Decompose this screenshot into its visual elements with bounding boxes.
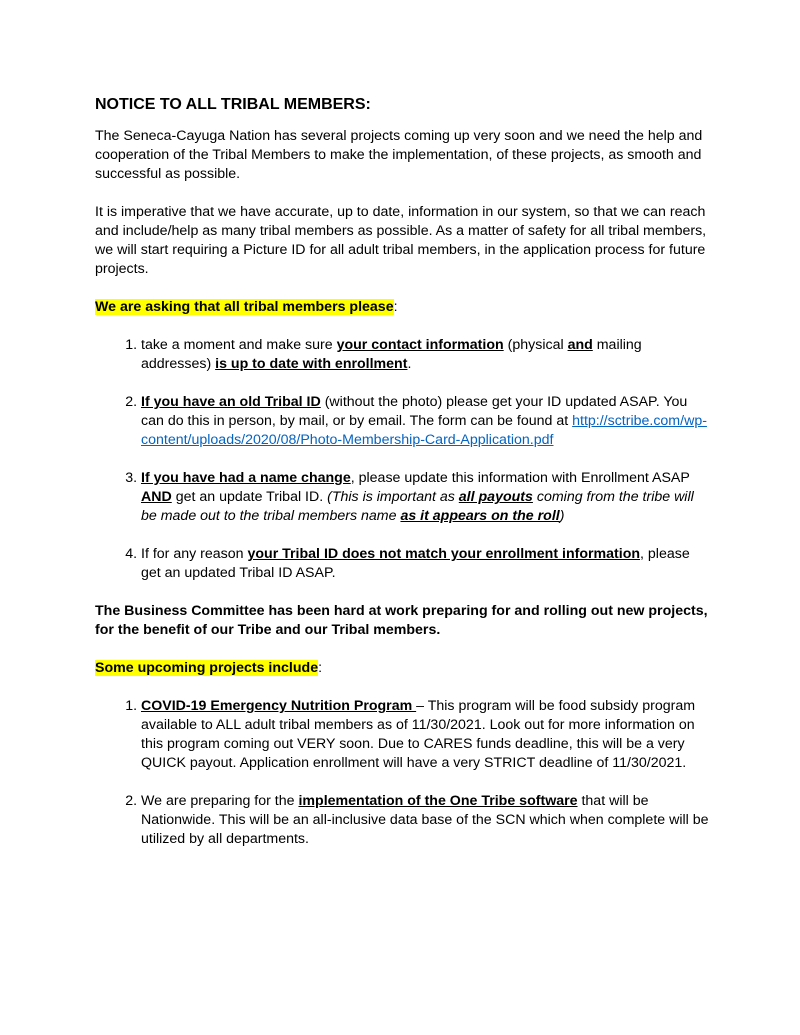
upcoming-heading: [95, 659, 710, 678]
request-4-text-a: If for any reason: [141, 546, 248, 562]
request-1-text-c: mailing addresses): [141, 337, 642, 372]
request-item-2: [141, 393, 710, 450]
notice-body: [95, 95, 710, 868]
request-3-as-on-roll: as it appears on the roll: [400, 508, 560, 524]
request-3-and: AND: [141, 489, 172, 505]
request-3-name-change: If you have had a name change: [141, 470, 351, 486]
imperative-paragraph: It is imperative that we have accurate, up to date, information in our system, so that we can reach and include/help as many tribal members as possible. As a matter of safety for all tribal members, we will start requiring a Picture ID for all adult tribal members, in the application process for future projects.: [95, 204, 707, 277]
project-2-text-b: that will be Nationwide. This will be an all-inclusive data base of the SCN which when complete will be utilized by all departments.: [141, 793, 709, 847]
request-item-1: [141, 336, 710, 374]
request-3-italic-b: coming from the tribe will be made out to the tribal members name: [141, 489, 694, 524]
asking-colon: :: [393, 299, 398, 315]
project-2-text-a: We are preparing for the: [141, 793, 299, 809]
request-3-text-a: , please update this information with Enrollment ASAP: [350, 470, 690, 486]
request-1-text-b: (physical: [503, 337, 568, 353]
request-item-3: [141, 469, 710, 526]
project-2-one-tribe: implementation of the One Tribe software: [298, 793, 578, 809]
membership-card-form-link[interactable]: http://sctribe.com/wp-content/uploads/2020/08/Photo-Membership-Card-Application.pdf: [141, 413, 707, 448]
intro-paragraph: The Seneca-Cayuga Nation has several projects coming up very soon and we need the help and cooperation of the Tribal Members to make the implementation, of these projects, as smooth and successful as possible.: [95, 128, 703, 182]
asking-heading: [95, 298, 710, 317]
request-2-old-tribal-id: If you have an old Tribal ID: [141, 394, 321, 410]
request-3-all-payouts: all payouts: [458, 489, 533, 505]
request-4-id-mismatch: your Tribal ID does not match your enrollment information: [247, 546, 641, 562]
project-1-covid-nutrition: COVID-19 Emergency Nutrition Program: [141, 698, 417, 714]
project-item-1: [141, 697, 710, 773]
request-1-text-d: .: [407, 356, 412, 372]
request-3-text-b: get an update Tribal ID.: [171, 489, 328, 505]
request-1-contact-info: your contact information: [336, 337, 504, 353]
request-1-text-a: take a moment and make sure: [141, 337, 337, 353]
requests-list: [95, 336, 710, 583]
request-1-up-to-date: is up to date with enrollment: [215, 356, 408, 372]
request-item-4: [141, 545, 710, 583]
request-4-text-b: , please get an updated Tribal ID ASAP.: [141, 546, 690, 581]
project-1-text: – This program will be food subsidy program available to ALL adult tribal members as of 11/30/2021. Look out for more information on this program coming out VERY soon. Due to CARES funds deadline, this will be a very QUICK payout. Application enrollment will have a very STRICT deadline of 11/30/2021.: [141, 698, 696, 771]
notice-title: NOTICE TO ALL TRIBAL MEMBERS:: [95, 96, 371, 113]
projects-list: [95, 697, 710, 849]
upcoming-colon: :: [318, 660, 323, 676]
project-item-2: [141, 792, 710, 849]
upcoming-highlight: Some upcoming projects include: [95, 660, 319, 676]
request-1-and: and: [567, 337, 593, 353]
business-committee-paragraph: The Business Committee has been hard at work preparing for and rolling out new projects, for the benefit of our Tribe and our Tribal members.: [95, 603, 708, 638]
request-3-italic-a: (This is important as: [327, 489, 459, 505]
request-3-italic-c: ): [559, 508, 565, 524]
request-2-text: (without the photo) please get your ID updated ASAP. You can do this in person, by mail, or by email. The form can be found at: [141, 394, 688, 429]
asking-highlight: We are asking that all tribal members please: [95, 299, 394, 315]
